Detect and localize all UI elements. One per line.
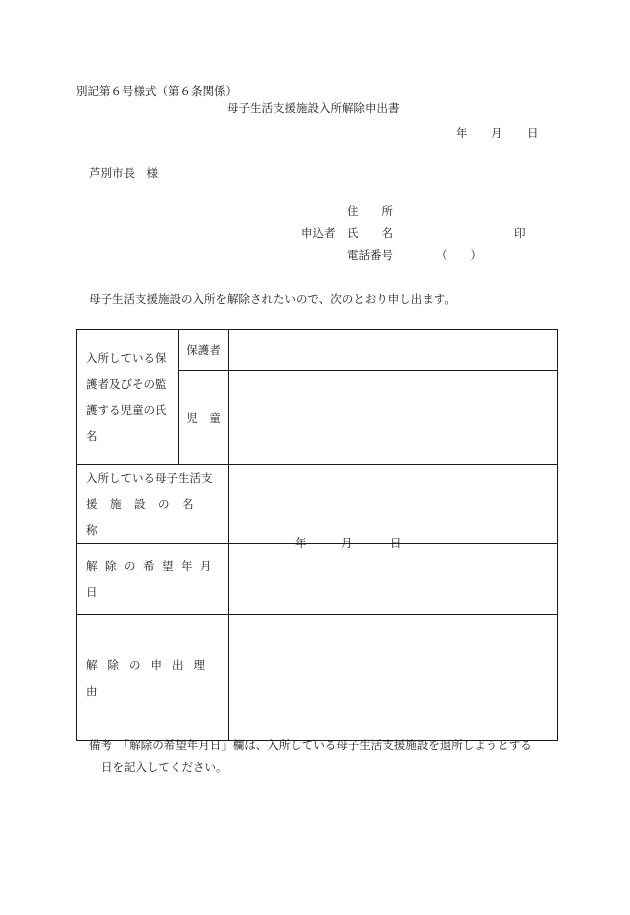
phone-paren: （ ）: [436, 248, 482, 262]
date-month: 月: [491, 126, 503, 140]
phone-label: 電話番号: [347, 248, 393, 262]
date-day: 日: [527, 126, 539, 140]
desired-date-label-cell: [77, 544, 229, 615]
reason-field[interactable]: [229, 615, 558, 741]
reason-label-cell: [77, 615, 229, 741]
page-title: 母子生活支援施設入所解除申出書: [227, 101, 400, 115]
desired-date-label: 解除の希望年月日: [86, 559, 219, 599]
facility-label-line1: 入所している母子生活支: [86, 471, 213, 485]
name-label: 氏 名: [347, 226, 393, 240]
desired-date-day: 日: [390, 536, 402, 550]
addressee: 芦別市長 様: [89, 166, 158, 180]
facility-field[interactable]: [229, 465, 558, 544]
guardian-label-cell: [179, 330, 229, 371]
facility-label-line2: 援施設の名称: [86, 497, 206, 537]
guardian-field[interactable]: [229, 330, 558, 371]
date-year: 年: [456, 126, 468, 140]
child-label-cell: [179, 371, 229, 465]
desired-date-field[interactable]: [229, 536, 558, 615]
desired-date-year: 年: [295, 536, 307, 550]
applicant-label: 申込者: [301, 226, 336, 240]
seal-mark: 印: [514, 226, 526, 240]
guardian-label: 保護者: [186, 343, 221, 357]
intro-text: 母子生活支援施設の入所を解除されたいので、次のとおり申し出ます。: [89, 292, 456, 306]
application-table: [76, 329, 558, 741]
form-number: 別記第６号様式（第６条関係）: [76, 84, 237, 98]
notes-line1: 備考 「解除の希望年月日」欄は、入所している母子生活支援施設を退所しようとする: [89, 738, 532, 752]
child-label: 児 童: [186, 410, 221, 425]
reason-label: 解除の申出理由: [86, 657, 215, 698]
names-label: 入所している保護者及びその監護する児童の氏名: [86, 351, 167, 443]
notes-line2: 日を記入してください。: [101, 760, 228, 774]
facility-label-cell: [77, 465, 229, 544]
desired-date-month: 月: [341, 536, 353, 550]
address-label: 住 所: [347, 204, 393, 218]
child-field[interactable]: [229, 371, 558, 465]
names-label-cell: [77, 330, 179, 465]
